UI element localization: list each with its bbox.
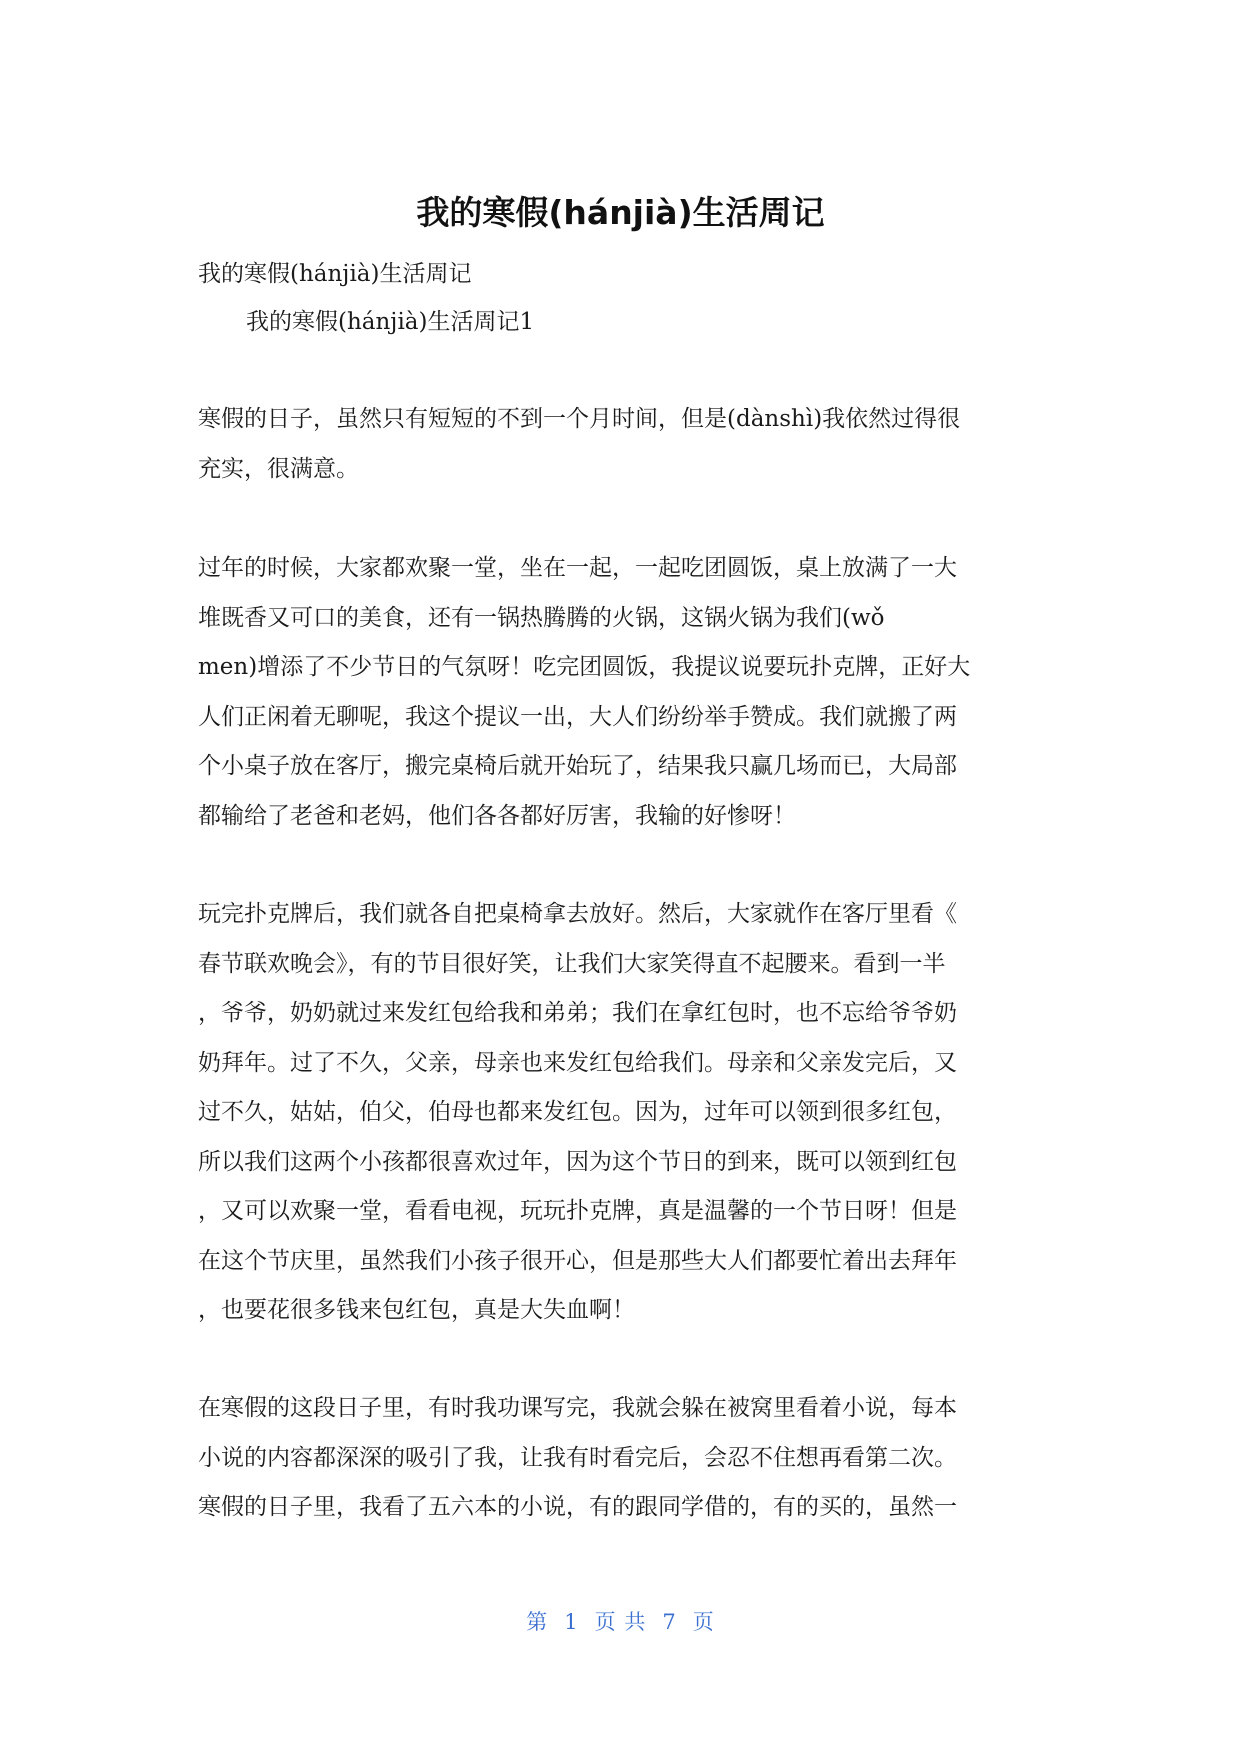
document-title: 我的寒假(hánjià)生活周记 [416, 193, 825, 232]
page-footer [0, 1607, 1241, 1637]
footer-word-end: 页 [692, 1610, 715, 1634]
text-line: 小说的内容都深深的吸引了我，让我有时看完后，会忍不住想再看第二次。 [198, 1444, 957, 1471]
text-line: 充实，很满意。 [198, 455, 359, 482]
footer-current-page: 1 [564, 1610, 579, 1634]
text-line: 在这个节庆里，虽然我们小孩子很开心，但是那些大人们都要忙着出去拜年 [198, 1247, 957, 1274]
footer-word-page: 第 [526, 1610, 549, 1634]
text-line: 所以我们这两个小孩都很喜欢过年，因为这个节日的到来，既可以领到红包 [198, 1148, 957, 1175]
text-line: ，爷爷，奶奶就过来发红包给我和弟弟；我们在拿红包时，也不忘给爷爷奶 [198, 1000, 957, 1026]
text-line: 奶拜年。过了不久，父亲，母亲也来发红包给我们。母亲和父亲发完后，又 [198, 1049, 957, 1076]
text-line: 在寒假的这段日子里，有时我功课写完，我就会躲在被窝里看着小说，每本 [198, 1395, 957, 1421]
section-heading: 我的寒假(hánjià)生活周记1 [246, 309, 535, 335]
paragraph-2 [198, 544, 1032, 841]
text-line: 个小桌子放在客厅，搬完桌椅后就开始玩了，结果我只赢几场而已，大局部 [198, 753, 957, 779]
text-line: 堆既香又可口的美食，还有一锅热腾腾的火锅，这锅火锅为我们(wǒ [198, 604, 885, 631]
text-line: 人们正闲着无聊呢，我这个提议一出，大人们纷纷举手赞成。我们就搬了两 [198, 703, 957, 730]
text-line: 寒假的日子，虽然只有短短的不到一个月时间，但是(dànshì)我依然过得很 [198, 406, 961, 432]
text-line: 寒假的日子里，我看了五六本的小说，有的跟同学借的，有的买的，虽然一 [198, 1494, 957, 1520]
footer-total-pages: 7 [662, 1610, 677, 1634]
text-line: ，又可以欢聚一堂，看看电视，玩玩扑克牌，真是温馨的一个节日呀！但是 [198, 1198, 957, 1224]
document-subtitle: 我的寒假(hánjià)生活周记 [198, 261, 472, 287]
text-line: ，也要花很多钱来包红包，真是大失血啊！ [198, 1297, 635, 1323]
text-line: 玩完扑克牌后，我们就各自把桌椅拿去放好。然后，大家就作在客厅里看《 [198, 901, 957, 927]
text-line: 都输给了老爸和老妈，他们各各都好厉害，我输的好惨呀！ [198, 802, 796, 829]
text-line: 过不久，姑姑，伯父，伯母也都来发红包。因为，过年可以领到很多红包， [198, 1099, 957, 1125]
footer-word-total: 页 共 [594, 1610, 647, 1634]
text-line: men)增添了不少节日的气氛呀！吃完团圆饭，我提议说要玩扑克牌，正好大 [198, 654, 971, 680]
text-line: 春节联欢晚会》，有的节目很好笑，让我们大家笑得直不起腰来。看到一半 [198, 950, 946, 977]
paragraph-3 [198, 890, 1032, 1336]
paragraph-1 [198, 395, 1032, 494]
paragraph-4 [198, 1384, 1032, 1533]
text-line: 过年的时候，大家都欢聚一堂，坐在一起，一起吃团圆饭，桌上放满了一大 [198, 555, 957, 581]
